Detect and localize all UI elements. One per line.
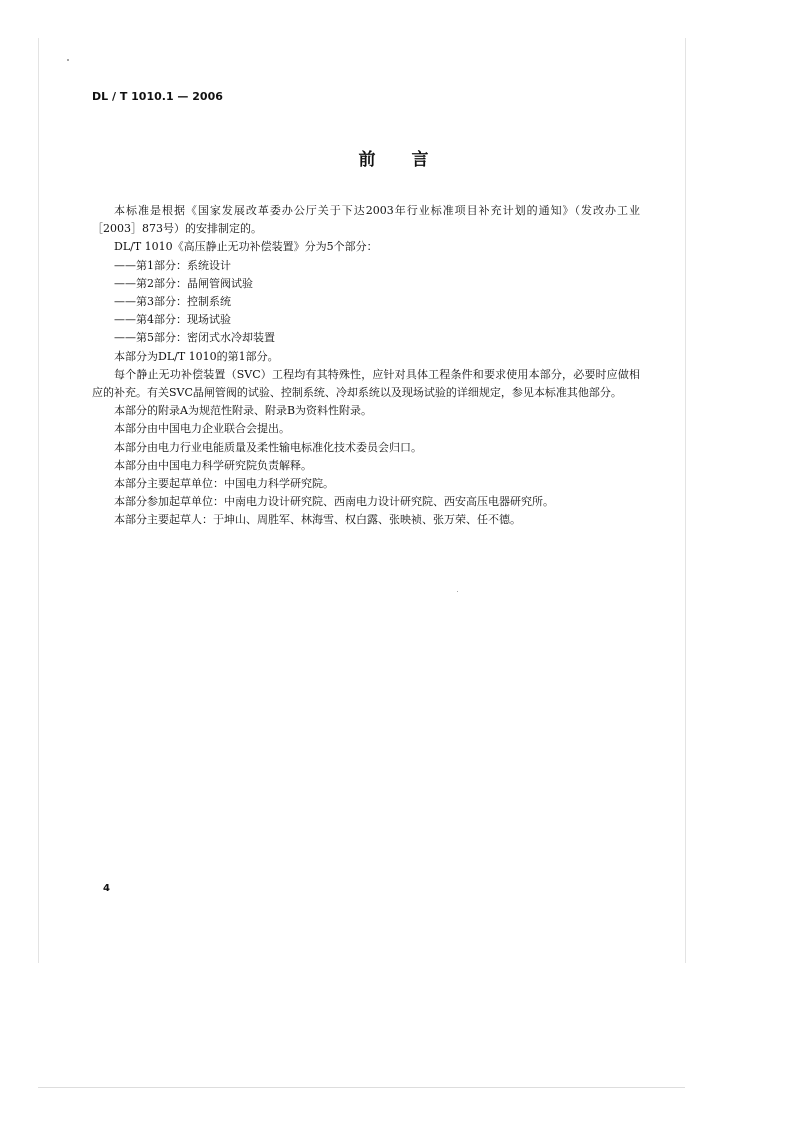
paragraph: 本部分参加起草单位：中南电力设计研究院、西南电力设计研究院、西安高压电器研究所。	[114, 495, 554, 509]
right-scan-border	[685, 38, 686, 963]
part-list-item: ——第2部分：晶闸管阀试验	[114, 276, 253, 290]
bottom-scan-border	[38, 1087, 685, 1088]
paragraph: DL/T 1010《高压静止无功补偿装置》分为5个部分：	[114, 240, 378, 254]
scan-speck	[457, 591, 458, 592]
page-title: 前言	[358, 150, 465, 170]
foreword-body	[92, 202, 640, 530]
left-scan-border	[38, 38, 39, 963]
paragraph: 本标准是根据《国家发展改革委办公厅关于下达2003年行业标准项目补充计划的通知》（发改办工业［2003］873号）的安排制定的。	[92, 204, 640, 236]
paragraph: 本部分由中国电力科学研究院负责解释。	[114, 458, 312, 472]
paragraph: 本部分主要起草人：于坤山、周胜军、林海雪、权白露、张映祯、张万荣、任不德。	[114, 513, 521, 527]
paragraph: 本部分为DL/T 1010的第1部分。	[114, 349, 279, 363]
paragraph: 本部分主要起草单位：中国电力科学研究院。	[114, 477, 334, 491]
part-list-item: ——第1部分：系统设计	[114, 258, 231, 272]
paragraph: 每个静止无功补偿装置（SVC）工程均有其特殊性，应针对具体工程条件和要求使用本部分，必要时应做相应的补充。有关SVC晶闸管阀的试验、控制系统、冷却系统以及现场试验的详细规定，参见本标准其他部分。	[92, 367, 640, 400]
part-list-item: ——第4部分：现场试验	[114, 313, 231, 327]
part-list-item: ——第3部分：控制系统	[114, 295, 231, 309]
paragraph: 本部分由电力行业电能质量及柔性输电标准化技术委员会归口。	[114, 440, 422, 454]
scan-speck	[67, 59, 69, 61]
paragraph: 本部分的附录A为规范性附录、附录B为资料性附录。	[114, 404, 373, 418]
part-list-item: ——第5部分：密闭式水冷却装置	[114, 331, 275, 345]
page-number: 4	[103, 883, 110, 894]
paragraph: 本部分由中国电力企业联合会提出。	[114, 422, 290, 436]
document-code: DL / T 1010.1 — 2006	[92, 90, 223, 103]
